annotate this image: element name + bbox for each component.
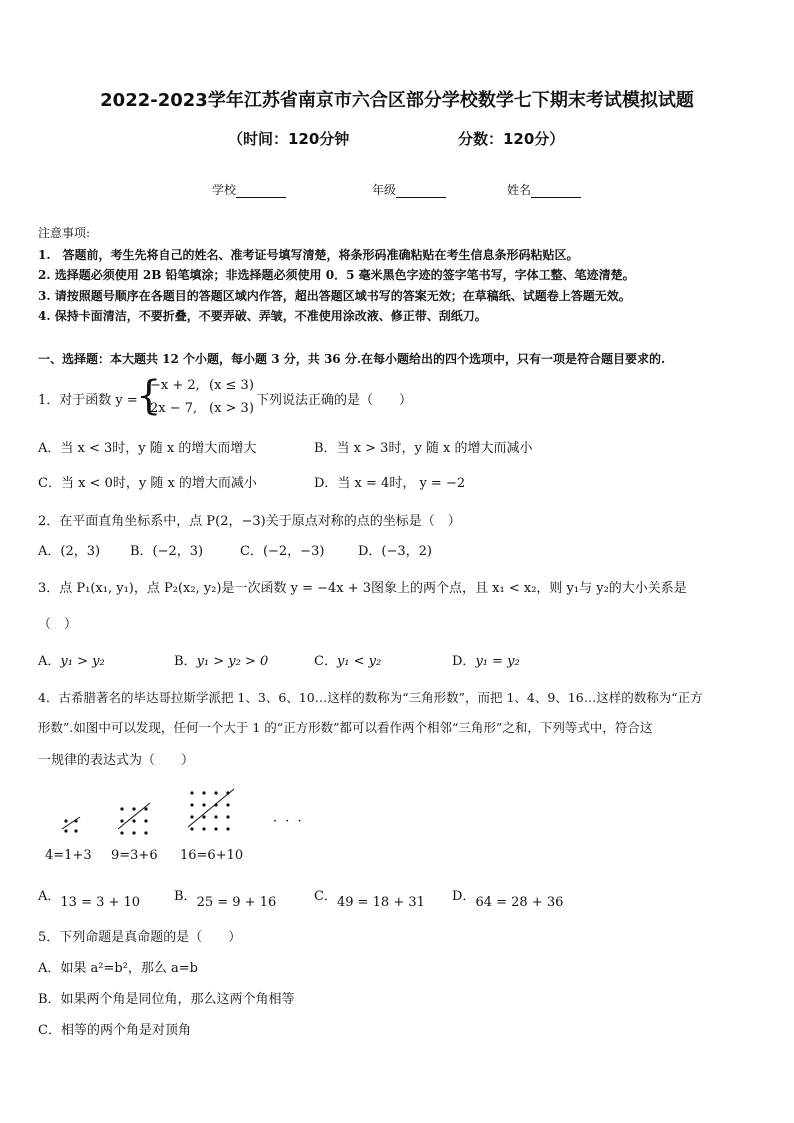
q5-option-c[interactable]: C．相等的两个角是对顶角 — [38, 1023, 191, 1038]
q3-option-a[interactable] — [38, 650, 105, 669]
q4-option-c[interactable] — [314, 885, 425, 910]
school-field[interactable] — [212, 181, 286, 198]
section-heading: 一、选择题：本大题共 12 个小题，每小题 3 分，共 36 分.在每小题给出的四个选项中，只有一项是符合题目要求的. — [38, 352, 666, 366]
q1-case1-expr: −x + 2, — [150, 378, 200, 393]
q3-option-c-math: y₁ < y₂ — [336, 654, 382, 669]
exam-score: 分数：120分） — [458, 130, 565, 148]
notice-item-3: 3. 请按照题号顺序在各题目的答题区域内作答，超出答题区域书写的答案无效；在草稿纸、试题卷上答题无效。 — [38, 289, 631, 303]
school-blank[interactable] — [236, 185, 286, 198]
q4-option-b-label: B． — [174, 889, 197, 904]
q3-option-c-label: C． — [314, 654, 337, 669]
square-4-dots — [62, 817, 80, 833]
q4-option-c-label: C． — [314, 889, 337, 904]
q1-case2-expr: 2x − 7, — [150, 401, 198, 416]
page-title: 2022-2023学年江苏省南京市六合区部分学校数学七下期末考试模拟试题 — [100, 90, 694, 111]
square-16-dots — [188, 789, 234, 831]
q4-option-b[interactable] — [174, 885, 277, 910]
q3-option-a-label: A． — [38, 654, 61, 669]
q1-stem-post: 下列说法正确的是（ ） — [256, 393, 413, 408]
q4-line-3: 一规律的表达式为（ ） — [38, 753, 195, 768]
q1-option-c[interactable]: C．当 x < 0时，y 随 x 的增大而减小 — [38, 476, 257, 491]
q5-stem: 5．下列命题是真命题的是（ ） — [38, 930, 242, 945]
q3-bracket: （ ） — [38, 617, 78, 632]
q4-option-a-math: 13 = 3 + 10 — [60, 895, 141, 910]
q4-line-1: 4．古希腊著名的毕达哥拉斯学派把 1、3、6、10…这样的数称为“三角形数”，而把 1、4、9、16…这样的数称为“正方 — [38, 690, 703, 705]
square-9-dots — [118, 803, 150, 835]
q4-option-d[interactable] — [452, 885, 564, 910]
name-field[interactable] — [507, 181, 581, 198]
q4-option-a[interactable] — [38, 885, 141, 910]
q2-option-a[interactable]: A．(2，3) — [38, 544, 101, 559]
q5-option-b[interactable]: B．如果两个角是同位角，那么这两个角相等 — [38, 992, 295, 1007]
q4-fig-label-4: 4=1+3 — [45, 848, 92, 863]
q3-option-a-math: y₁ > y₂ — [60, 654, 105, 669]
q2-option-b[interactable]: B．(−2，3) — [130, 544, 204, 559]
notice-heading: 注意事项: — [38, 226, 91, 240]
q1-stem-pre: 1．对于函数 y = — [38, 393, 138, 408]
name-label: 姓名 — [507, 183, 532, 197]
school-label: 学校 — [212, 183, 237, 197]
q3-option-b[interactable] — [174, 650, 268, 669]
q2-option-c[interactable]: C．(−2，−3) — [240, 544, 325, 559]
q1-option-a[interactable]: A．当 x < 3时，y 随 x 的增大而增大 — [38, 441, 257, 456]
q3-option-c[interactable] — [314, 650, 381, 669]
q3-option-d-math: y₁ = y₂ — [475, 654, 520, 669]
q2-option-d[interactable]: D．(−3，2) — [358, 544, 433, 559]
exam-time: （时间：120分钟 — [228, 130, 350, 148]
notice-item-4: 4. 保持卡面清洁，不要折叠，不要弄破、弄皱，不准使用涂改液、修正带、刮纸刀。 — [38, 309, 487, 323]
q1-case1-cond: (x ≤ 3) — [209, 378, 254, 393]
q4-option-c-math: 49 = 18 + 31 — [336, 895, 425, 910]
q1-brace: { — [136, 373, 162, 419]
q3-option-b-label: B． — [174, 654, 197, 669]
notice-item-1: 1. 答题前，考生先将自己的姓名、准考证号填写清楚，将条形码准确粘贴在考生信息条形码粘贴区。 — [38, 248, 579, 262]
q1-case2-cond: (x > 3) — [209, 401, 254, 416]
q4-line-2: 形数”.如图中可以发现，任何一个大于 1 的“正方形数”都可以看作两个相邻“三角形”之和，下列等式中，符合这 — [38, 720, 653, 735]
name-blank[interactable] — [531, 185, 581, 198]
q3-stem: 3．点 P₁(x₁, y₁)，点 P₂(x₂, y₂)是一次函数 y = −4x + 3图象上的两个点，且 x₁ < x₂，则 y₁与 y₂的大小关系是 — [38, 581, 687, 596]
q3-option-d[interactable] — [452, 650, 520, 669]
notice-item-2: 2. 选择题必须使用 2B 铅笔填涂；非选择题必须使用 0．5 毫米黑色字迹的签字笔书写，字体工整、笔迹清楚。 — [38, 268, 635, 282]
q4-fig-ellipsis: · · · — [273, 814, 304, 829]
q1-option-d[interactable]: D．当 x = 4时， y = −2 — [314, 476, 466, 491]
q4-option-b-math: 25 = 9 + 16 — [196, 895, 277, 910]
q3-option-d-label: D． — [452, 654, 476, 669]
q4-option-a-label: A． — [38, 889, 61, 904]
q4-option-d-math: 64 = 28 + 36 — [475, 895, 564, 910]
q5-option-a[interactable]: A．如果 a²=b²，那么 a=b — [38, 961, 199, 976]
q4-fig-label-16: 16=6+10 — [180, 848, 244, 863]
grade-blank[interactable] — [396, 185, 446, 198]
q2-stem: 2．在平面直角坐标系中，点 P(2，−3)关于原点对称的点的坐标是（ ） — [38, 514, 461, 529]
q1-option-b[interactable]: B．当 x > 3时，y 随 x 的增大而减小 — [314, 441, 533, 456]
q4-option-d-label: D． — [452, 889, 476, 904]
grade-field[interactable] — [372, 181, 446, 198]
q3-option-b-math: y₁ > y₂ > 0 — [196, 654, 269, 669]
grade-label: 年级 — [372, 183, 397, 197]
q4-fig-label-9: 9=3+6 — [111, 848, 158, 863]
